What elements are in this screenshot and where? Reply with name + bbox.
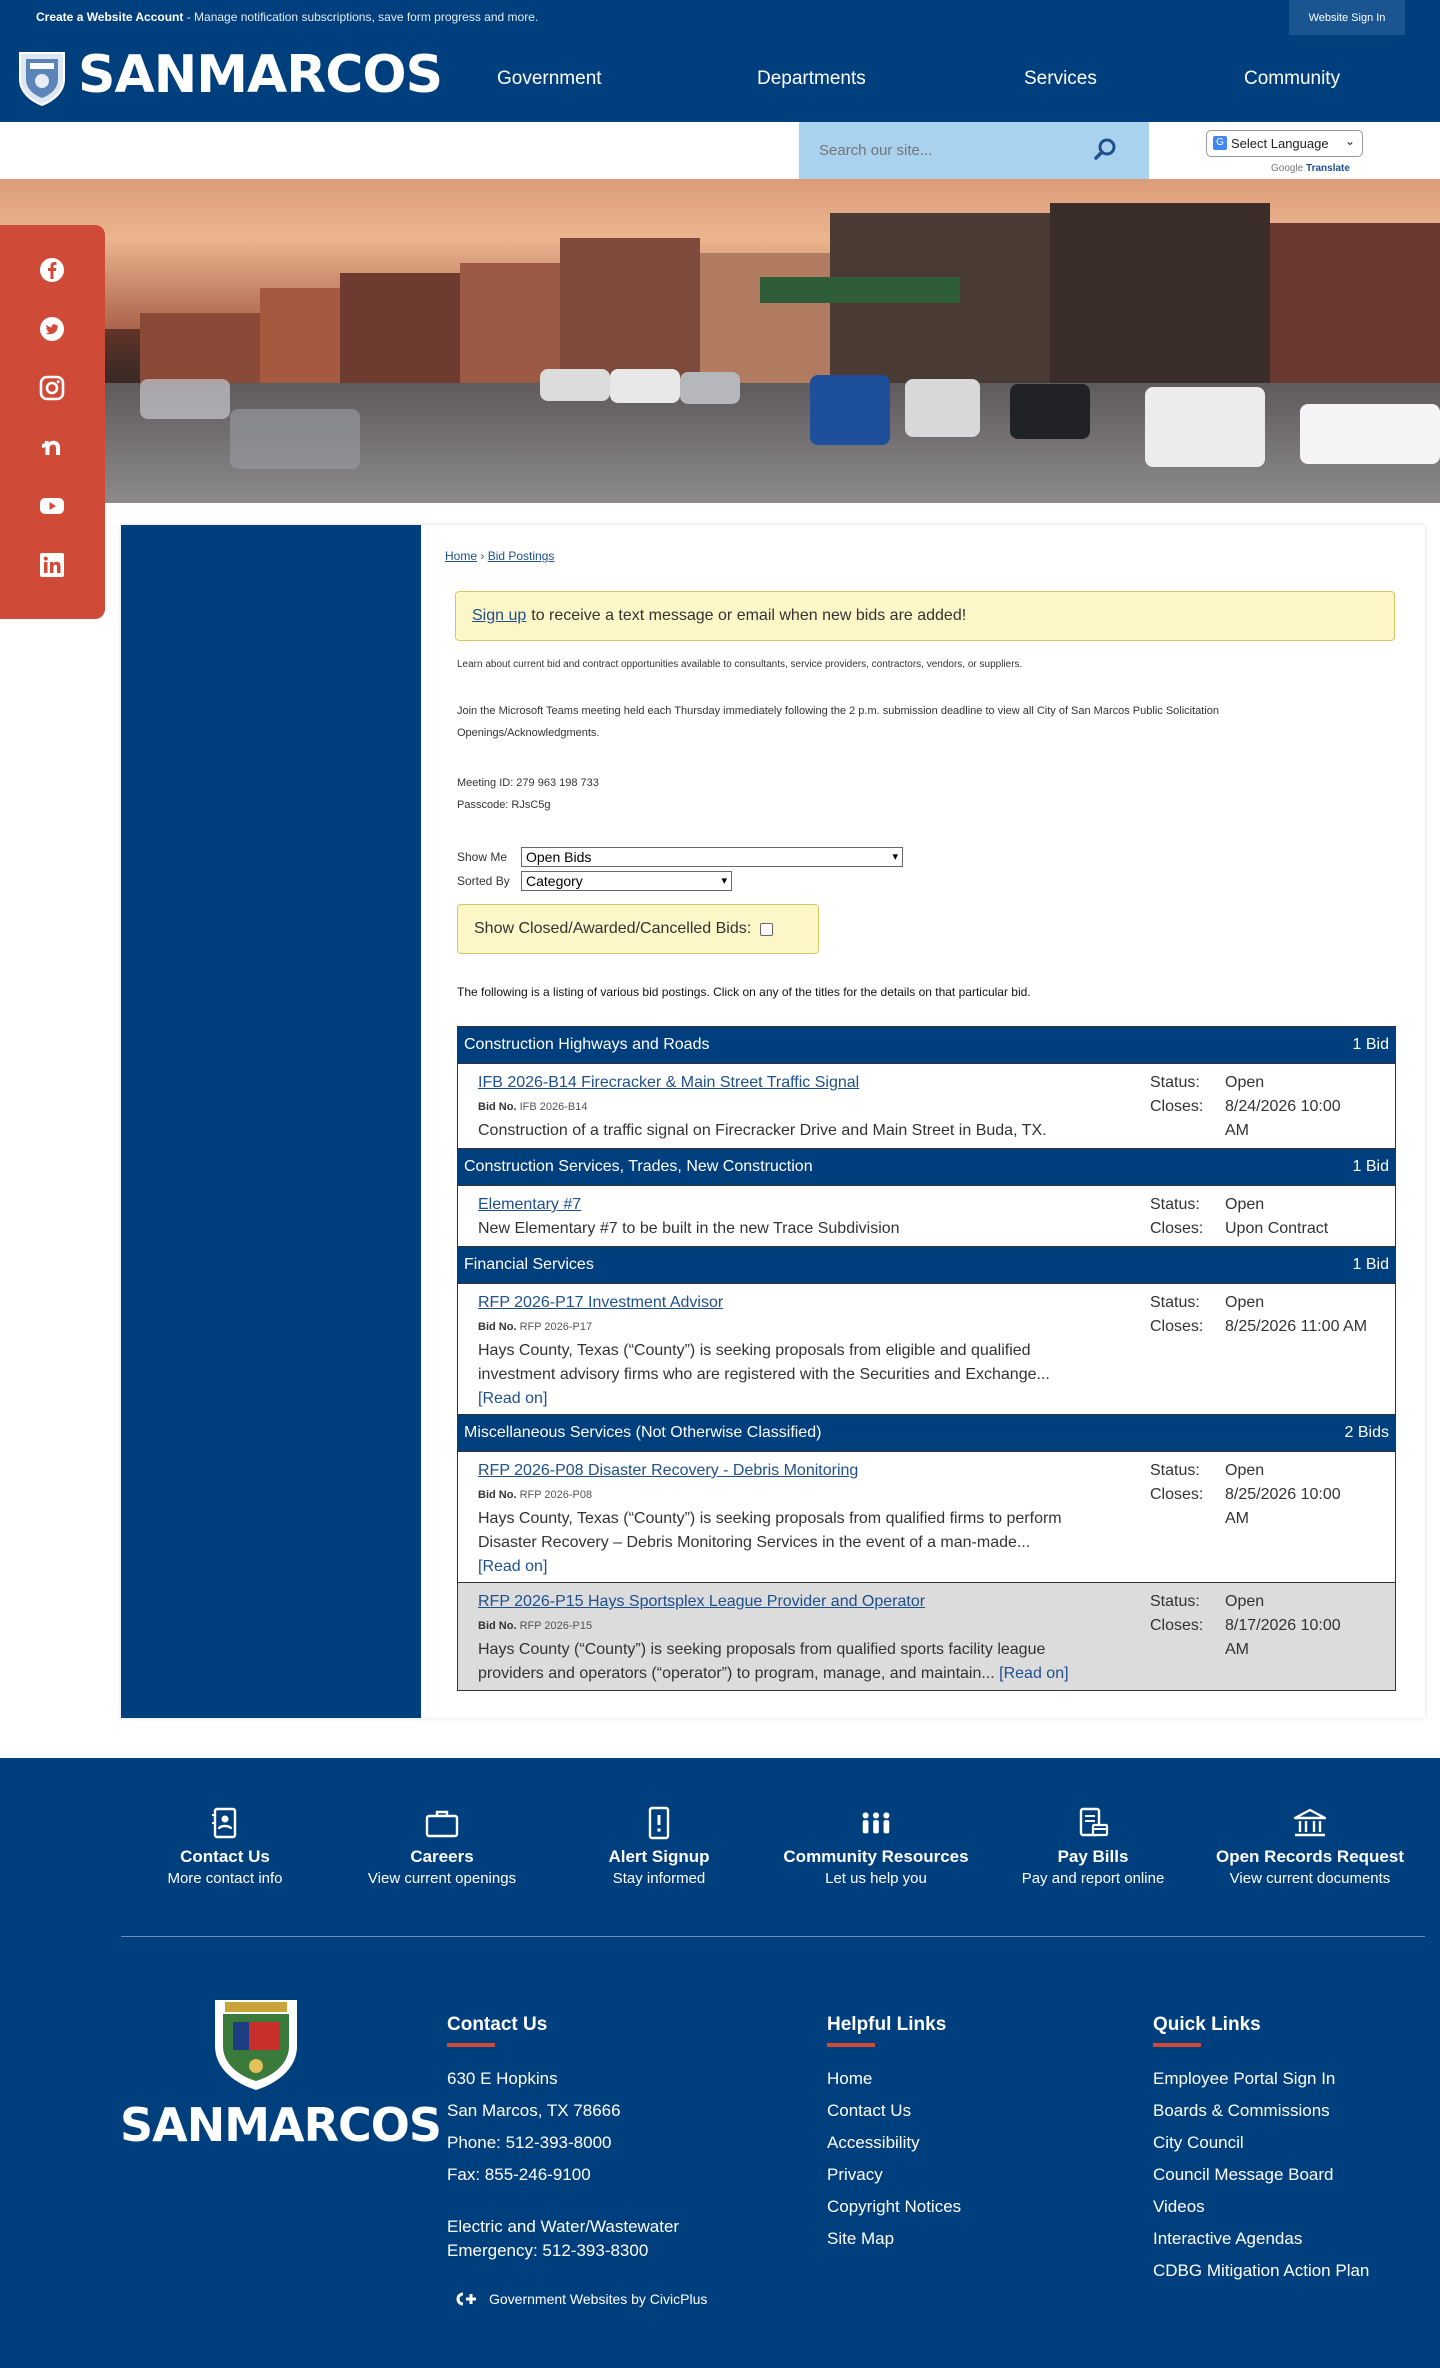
- closes-value: 8/25/2026 11:00 AM: [1225, 1318, 1368, 1335]
- nav-services[interactable]: Services: [1024, 67, 1097, 89]
- powered-by-label: Google: [1271, 163, 1304, 174]
- chevron-down-icon: ▾: [721, 875, 727, 887]
- quick-link-subtitle: View current openings: [367, 1870, 517, 1887]
- instagram-icon[interactable]: [38, 374, 66, 402]
- closes-label: Closes:: [1150, 1318, 1204, 1335]
- bid-description: New Elementary #7 to be built in the new Trace Subdivision: [478, 1220, 900, 1237]
- quick-link-title: Careers: [410, 1847, 474, 1866]
- bid-number-label: Bid No.: [478, 1620, 517, 1632]
- status-value: Open: [1225, 1196, 1265, 1213]
- hero-building: [700, 253, 830, 383]
- read-on-link[interactable]: [Read on]: [478, 1390, 548, 1407]
- footer-link-cdbg[interactable]: CDBG Mitigation Action Plan: [1153, 2261, 1370, 2280]
- hero-car: [540, 369, 610, 401]
- footer-emergency-line: Electric and Water/Wastewater: [447, 2217, 680, 2236]
- quick-link-subtitle: Stay informed: [612, 1870, 706, 1887]
- status-value: Open: [1225, 1294, 1265, 1311]
- status-label: Status:: [1150, 1462, 1200, 1479]
- quick-link-subtitle: View current documents: [1229, 1870, 1391, 1887]
- bid-status: [1150, 1291, 1370, 1339]
- bid-number-value: RFP 2026-P17: [519, 1321, 593, 1333]
- create-account-link[interactable]: Create a Website Account: [36, 10, 184, 24]
- hero-building: [560, 238, 700, 383]
- bid-category-header: [458, 1415, 1395, 1452]
- nav-government[interactable]: Government: [497, 67, 602, 89]
- translate-link[interactable]: Translate: [1306, 163, 1350, 174]
- bid-category-name: Construction Highways and Roads: [464, 1036, 710, 1053]
- bid-status: [1150, 1193, 1370, 1241]
- status-label: Status:: [1150, 1593, 1200, 1610]
- site-logo[interactable]: SANMARCOS: [78, 45, 443, 105]
- bid-description-line: Hays County, Texas (“County”) is seeking proposals from eligible and qualified: [478, 1342, 1031, 1359]
- people-icon: [859, 1806, 893, 1840]
- footer-link-boards[interactable]: Boards & Commissions: [1153, 2101, 1330, 2120]
- quick-link-contact-us[interactable]: [120, 1806, 330, 1890]
- bid-number-label: Bid No.: [478, 1321, 517, 1333]
- bid-description: Construction of a traffic signal on Firecracker Drive and Main Street in Buda, TX.: [478, 1122, 1047, 1139]
- bid-description-line: Hays County, Texas (“County”) is seeking proposals from qualified firms to perform: [478, 1510, 1062, 1527]
- footer-phone: Phone: 512-393-8000: [447, 2133, 612, 2152]
- hero-car: [610, 369, 680, 403]
- quick-link-subtitle: Pay and report online: [1021, 1870, 1165, 1887]
- bid-status: [1150, 1590, 1370, 1662]
- breadcrumb-home[interactable]: Home: [445, 549, 478, 563]
- google-translate-credit: [1271, 163, 1350, 174]
- status-label: Status:: [1150, 1074, 1200, 1091]
- status-value: Open: [1225, 1593, 1265, 1610]
- civicplus-credit[interactable]: [453, 2291, 707, 2307]
- youtube-icon[interactable]: [38, 492, 66, 520]
- quick-link-title: Alert Signup: [608, 1847, 710, 1866]
- hero-car: [230, 409, 360, 469]
- bid-title-link[interactable]: RFP 2026-P15 Hays Sportsplex League Provider and Operator: [478, 1593, 926, 1610]
- bid-number-value: RFP 2026-P08: [519, 1489, 593, 1501]
- show-closed-toggle: [457, 904, 819, 954]
- bid-status: [1150, 1459, 1370, 1531]
- bid-description: [478, 1507, 1138, 1579]
- civicplus-icon: [453, 2291, 479, 2307]
- bid-category-name: Financial Services: [464, 1256, 594, 1273]
- bid-description-line: Hays County (“County”) is seeking proposals from qualified sports facility league: [478, 1641, 1046, 1658]
- breadcrumb-bid-postings[interactable]: Bid Postings: [487, 549, 555, 563]
- closes-value: 8/24/2026 10:00: [1225, 1098, 1341, 1115]
- bid-item: [458, 1186, 1395, 1247]
- contact-card-icon: [208, 1806, 242, 1840]
- show-closed-checkbox[interactable]: [760, 923, 773, 936]
- hero-car: [810, 375, 890, 445]
- footer-link-privacy[interactable]: Privacy: [827, 2165, 883, 2184]
- hero-banner-image: [0, 179, 1440, 503]
- meeting-details: [457, 772, 599, 816]
- footer-contact: [447, 2012, 679, 2263]
- bid-category-count: 1 Bid: [1352, 1256, 1389, 1273]
- footer-fax: Fax: 855-246-9100: [447, 2165, 591, 2184]
- quick-link-title: Community Resources: [783, 1847, 969, 1866]
- hero-car: [1010, 384, 1090, 439]
- account-message: [36, 10, 538, 24]
- bid-title-link[interactable]: RFP 2026-P17 Investment Advisor: [478, 1294, 724, 1311]
- bid-number-label: Bid No.: [478, 1101, 517, 1113]
- nav-community[interactable]: Community: [1244, 67, 1341, 89]
- bid-category-header: [458, 1149, 1395, 1186]
- quick-link-title: Pay Bills: [1057, 1847, 1129, 1866]
- footer-address-line: San Marcos, TX 78666: [447, 2101, 621, 2120]
- bid-category-count: 2 Bids: [1344, 1424, 1389, 1441]
- quick-link-open-records[interactable]: [1205, 1806, 1415, 1890]
- signup-link[interactable]: Sign up: [472, 607, 527, 624]
- hero-car: [1145, 387, 1265, 467]
- heading-underline: [447, 2043, 495, 2047]
- status-label: Status:: [1150, 1196, 1200, 1213]
- bid-number-value: IFB 2026-B14: [519, 1101, 588, 1113]
- footer-link-agendas[interactable]: Interactive Agendas: [1153, 2229, 1303, 2248]
- quick-link-subtitle: Let us help you: [825, 1870, 927, 1887]
- bid-number-label: Bid No.: [478, 1489, 517, 1501]
- secondary-navigation-column: [121, 525, 421, 1718]
- twitter-icon[interactable]: [38, 315, 66, 343]
- search-input[interactable]: [819, 136, 1089, 164]
- bill-icon: [1076, 1806, 1110, 1840]
- show-me-label: Show Me: [457, 850, 508, 864]
- footer-quick-heading: Quick Links: [1153, 2014, 1261, 2035]
- closes-value: 8/17/2026 10:00: [1225, 1617, 1341, 1634]
- bid-listing-table: [457, 1026, 1396, 1691]
- site-header: [0, 35, 1440, 122]
- teams-line-1: Join the Microsoft Teams meeting held each Thursday immediately following the 2 p.m. submission deadline to view all City of San Marcos Public Solicitation: [457, 705, 1220, 717]
- show-closed-label: Show Closed/Awarded/Cancelled Bids:: [474, 920, 752, 937]
- hero-car: [140, 379, 230, 419]
- status-label: Status:: [1150, 1294, 1200, 1311]
- bid-description-line: Disaster Recovery – Debris Monitoring Services in the event of a man-made...: [478, 1534, 1031, 1551]
- site-footer: [0, 1758, 1440, 2368]
- quick-links-bar: [120, 1806, 1425, 1896]
- city-seal-icon[interactable]: [211, 1996, 301, 2094]
- bid-number-value: RFP 2026-P15: [519, 1620, 593, 1632]
- heading-underline: [1153, 2043, 1201, 2047]
- closes-value: 8/25/2026 10:00: [1225, 1486, 1341, 1503]
- facebook-icon[interactable]: [38, 256, 66, 284]
- closes-value-cont: AM: [1225, 1122, 1249, 1139]
- bid-status: [1150, 1071, 1370, 1143]
- account-description: - Manage notification subscriptions, save form progress and more.: [183, 10, 539, 24]
- sorted-by-label: Sorted By: [457, 874, 510, 888]
- hero-car: [680, 372, 740, 404]
- closes-label: Closes:: [1150, 1617, 1204, 1634]
- footer-logo[interactable]: SANMARCOS: [120, 2098, 442, 2152]
- listing-intro: The following is a listing of various bid postings. Click on any of the titles for the details on that particular bid.: [457, 985, 1031, 999]
- language-select[interactable]: [1206, 130, 1363, 157]
- google-translate-icon: G: [1213, 136, 1227, 150]
- bid-item: [458, 1452, 1395, 1583]
- phone-alert-icon: [642, 1806, 676, 1840]
- search-box: [799, 122, 1149, 179]
- nextdoor-icon[interactable]: [38, 433, 66, 461]
- footer-helpful-links: [827, 2012, 961, 2255]
- footer-link-city-council[interactable]: City Council: [1153, 2133, 1244, 2152]
- bid-title-link[interactable]: Elementary #7: [478, 1196, 582, 1213]
- footer-link-copyright[interactable]: Copyright Notices: [827, 2197, 962, 2216]
- bid-item: [458, 1583, 1395, 1690]
- bid-category-name: Miscellaneous Services (Not Otherwise Classified): [464, 1424, 822, 1441]
- show-me-value: Open Bids: [526, 849, 592, 865]
- heading-underline: [827, 2043, 875, 2047]
- show-me-row: [457, 847, 903, 867]
- footer-link-videos[interactable]: Videos: [1153, 2197, 1205, 2216]
- social-media-bar: [0, 225, 105, 619]
- bid-category-count: 1 Bid: [1352, 1158, 1389, 1175]
- hero-building: [1270, 223, 1440, 383]
- hero-building: [1050, 203, 1270, 383]
- hero-awning: [760, 277, 960, 303]
- linkedin-icon[interactable]: [38, 551, 66, 579]
- footer-link-contact-us[interactable]: Contact Us: [827, 2101, 912, 2120]
- footer-contact-heading: Contact Us: [447, 2014, 548, 2035]
- bid-description: [478, 1638, 1138, 1686]
- quick-link-title: Contact Us: [180, 1847, 270, 1866]
- footer-address-line: 630 E Hopkins: [447, 2069, 558, 2088]
- bid-title-link[interactable]: IFB 2026-B14 Firecracker & Main Street Traffic Signal: [478, 1074, 860, 1091]
- closes-value: Upon Contract: [1225, 1220, 1329, 1237]
- search-row: [0, 122, 1440, 179]
- bid-description-line: [478, 1662, 1138, 1686]
- quick-link-alert-signup[interactable]: [554, 1806, 764, 1890]
- footer-link-employee-portal[interactable]: Employee Portal Sign In: [1153, 2069, 1336, 2088]
- footer-quick-links: [1153, 2012, 1369, 2287]
- read-on-link[interactable]: [Read on]: [999, 1665, 1069, 1682]
- quick-link-community-resources[interactable]: [771, 1806, 981, 1890]
- footer-divider: [121, 1936, 1425, 1937]
- teams-line-2: Openings/Acknowledgments.: [457, 727, 600, 739]
- hero-car: [905, 379, 980, 437]
- building-icon: [1293, 1806, 1327, 1840]
- bid-category-count: 1 Bid: [1352, 1036, 1389, 1053]
- hero-building: [140, 313, 260, 383]
- closes-value-cont: AM: [1225, 1510, 1249, 1527]
- footer-link-site-map[interactable]: Site Map: [827, 2229, 895, 2248]
- show-me-select[interactable]: [521, 847, 903, 867]
- intro-text: Learn about current bid and contract opportunities available to consultants, service providers, contractors, vendors, or suppliers.: [457, 659, 1023, 670]
- hero-building: [340, 273, 460, 383]
- status-value: Open: [1225, 1074, 1265, 1091]
- closes-value-cont: AM: [1225, 1641, 1249, 1658]
- closes-label: Closes:: [1150, 1486, 1204, 1503]
- breadcrumb-separator: ›: [477, 549, 488, 563]
- chevron-down-icon: ⌄: [1344, 134, 1355, 148]
- meeting-passcode: Passcode: RJsC5g: [457, 799, 551, 811]
- read-on-link[interactable]: [Read on]: [478, 1558, 548, 1575]
- hero-building: [460, 263, 560, 383]
- signup-notice: [455, 591, 1395, 641]
- status-value: Open: [1225, 1462, 1265, 1479]
- bid-description: [478, 1339, 1138, 1411]
- signup-notice-text: to receive a text message or email when new bids are added!: [531, 607, 967, 624]
- closes-label: Closes:: [1150, 1098, 1204, 1115]
- meeting-id: Meeting ID: 279 963 198 733: [457, 777, 599, 789]
- footer-link-accessibility[interactable]: Accessibility: [827, 2133, 920, 2152]
- bid-category-header: [458, 1247, 1395, 1284]
- city-seal-icon[interactable]: [16, 49, 68, 107]
- bid-description-line: investment advisory firms who are registered with the Securities and Exchange...: [478, 1366, 1050, 1383]
- hero-car: [1300, 404, 1440, 464]
- civicplus-text: Government Websites by CivicPlus: [489, 2291, 708, 2307]
- breadcrumb: [445, 549, 554, 563]
- language-select-label: Select Language: [1231, 136, 1329, 151]
- footer-link-message-board[interactable]: Council Message Board: [1153, 2165, 1334, 2184]
- website-sign-in-button[interactable]: Website Sign In: [1289, 0, 1405, 35]
- utility-bar: [0, 0, 1440, 35]
- bid-category-header: [458, 1027, 1395, 1064]
- quick-link-pay-bills[interactable]: [988, 1806, 1198, 1890]
- teams-meeting-text: [457, 700, 1397, 744]
- closes-label: Closes:: [1150, 1220, 1204, 1237]
- footer-link-home[interactable]: Home: [827, 2069, 873, 2088]
- hero-building: [260, 288, 340, 383]
- chevron-down-icon: ▾: [892, 851, 898, 863]
- sorted-by-value: Category: [526, 873, 583, 889]
- nav-departments[interactable]: Departments: [757, 67, 866, 89]
- footer-helpful-heading: Helpful Links: [827, 2014, 947, 2035]
- sorted-by-row: [457, 871, 732, 891]
- bid-item: [458, 1284, 1395, 1415]
- footer-emergency-line: Emergency: 512-393-8300: [447, 2241, 649, 2260]
- briefcase-icon: [425, 1806, 459, 1840]
- quick-link-careers[interactable]: [337, 1806, 547, 1890]
- sorted-by-select[interactable]: [521, 871, 732, 891]
- bid-description-text: providers and operators (“operator”) to program, manage, and maintain...: [478, 1665, 995, 1682]
- search-icon[interactable]: [1092, 137, 1118, 163]
- bid-title-link[interactable]: RFP 2026-P08 Disaster Recovery - Debris Monitoring: [478, 1462, 859, 1479]
- quick-link-title: Open Records Request: [1216, 1847, 1404, 1866]
- bid-category-name: Construction Services, Trades, New Construction: [464, 1158, 813, 1175]
- quick-link-subtitle: More contact info: [167, 1870, 283, 1887]
- bid-item: [458, 1064, 1395, 1149]
